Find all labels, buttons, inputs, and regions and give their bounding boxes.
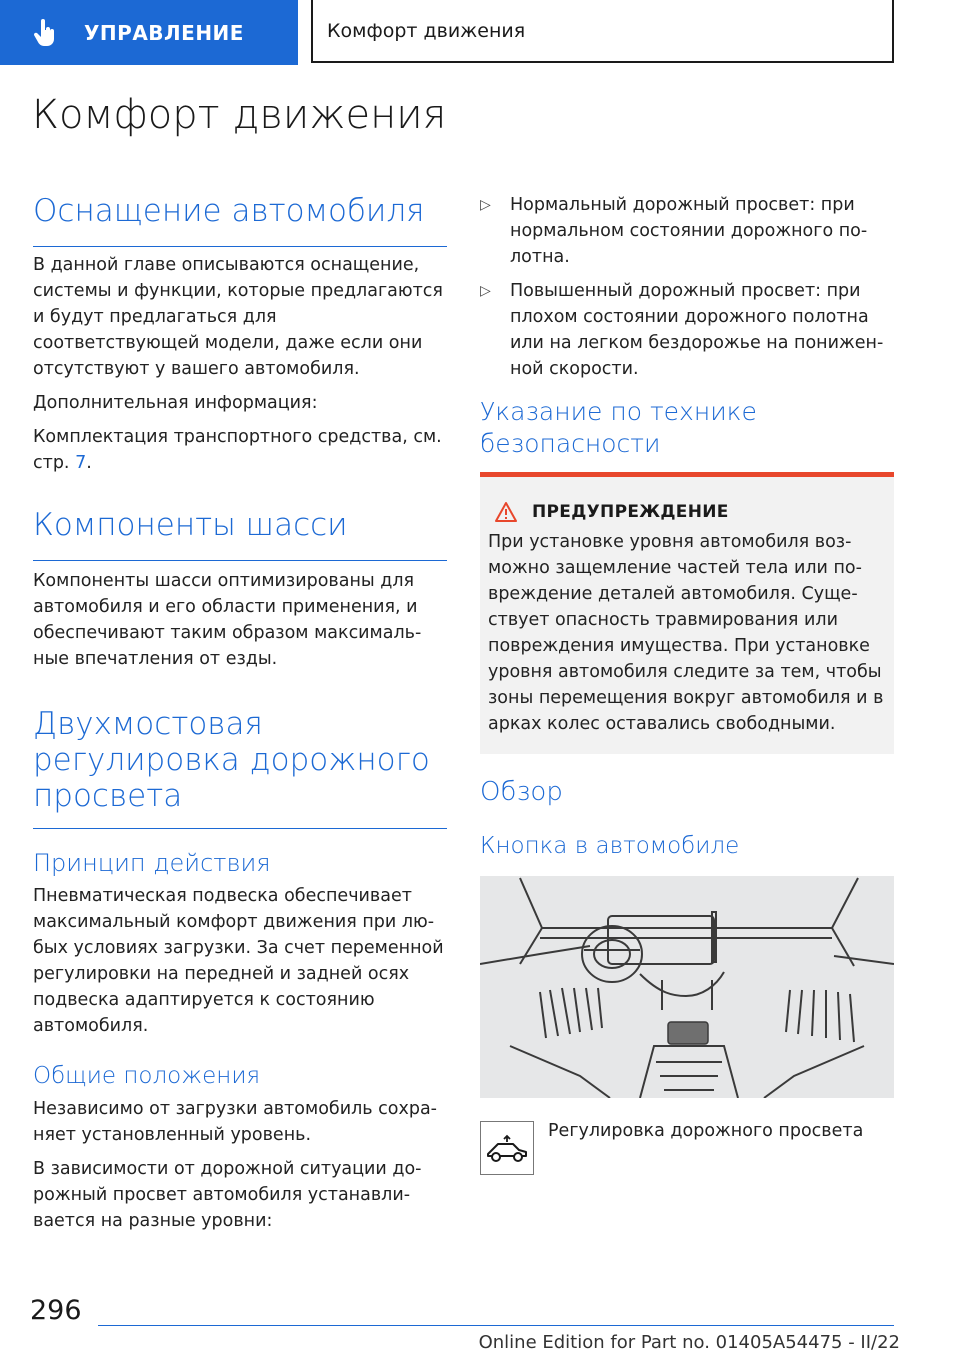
- equipment-body: [33, 252, 447, 476]
- chapter-label: Комфорт движения: [327, 19, 526, 42]
- page-title: Комфорт движения: [32, 92, 447, 138]
- chapter-label-box: [311, 0, 894, 63]
- equipment-p2: Дополнительная информация:: [33, 393, 318, 413]
- page-number: 296: [30, 1295, 82, 1326]
- list-item-text: Нормальный дорожный просвет: при нормальном состоянии дорожного полотна.: [510, 195, 868, 267]
- chassis-section: [33, 506, 447, 561]
- leveling-heading: Двухмостовая регулировка дорожного просвета: [33, 706, 447, 829]
- warning-text: При установке уровня автомобиля возможно защемление частей тела или повреждение деталей автомобиля. Существует опасность травмирования или повреждения имущества. При установке уровня автомобиля следите за тем, чтобы зоны перемещения вокруг автомобиля и в арках колес оставались свободными.: [488, 532, 884, 734]
- principle-heading: Принцип действия: [33, 849, 271, 877]
- leveling-section: [33, 706, 447, 829]
- general-p2: В зависимости от дорожной ситуации дорожный просвет автомобиля устанавливается на разные уровни:: [33, 1158, 422, 1231]
- equipment-p3-text: Комплектация транспортного средства, см. стр.: [33, 427, 442, 473]
- section-tab: [0, 0, 298, 65]
- pointing-hand-icon: [30, 18, 60, 48]
- section-label: УПРАВЛЕНИЕ: [84, 20, 244, 45]
- principle-section: [33, 848, 447, 1039]
- ride-height-button-icon: [480, 1121, 534, 1175]
- button-label-block: [548, 1118, 894, 1144]
- list-item: [480, 278, 894, 382]
- button-label: Регулировка дорожного просвета: [548, 1121, 864, 1141]
- equipment-heading: Оснащение автомобиля: [33, 192, 447, 247]
- equipment-section: [33, 192, 447, 247]
- general-section: [33, 1062, 447, 1234]
- chassis-body: [33, 568, 447, 672]
- safety-heading: Указание по технике безопасности: [480, 397, 757, 458]
- ride-height-car-icon: [485, 1132, 529, 1164]
- general-heading: Общие положения: [33, 1063, 261, 1089]
- bullet-marker: ▷: [480, 283, 491, 299]
- levels-list: [480, 192, 894, 390]
- warning-title: ПРЕДУПРЕЖДЕНИЕ: [532, 502, 729, 522]
- equipment-p3-end: .: [86, 453, 92, 473]
- footer-divider: [98, 1325, 894, 1326]
- chassis-heading: Компоненты шасси: [33, 506, 447, 561]
- button-heading: Кнопка в автомобиле: [480, 833, 740, 859]
- general-p1: Независимо от загрузки автомобиль сохраняет установленный уровень.: [33, 1098, 437, 1145]
- principle-p: Пневматическая подвеска обеспечивает максимальный комфорт движения при любых условиях загрузки. За счет переменной регулировки на передней и задней осях подвеска адаптируется к состоянию автомобиля.: [33, 886, 444, 1037]
- warning-box: [480, 472, 894, 754]
- overview-heading: Обзор: [480, 777, 563, 807]
- equipment-p3: [33, 424, 447, 476]
- car-interior-illustration: [480, 876, 894, 1098]
- button-section: [480, 832, 894, 862]
- safety-section: [480, 396, 894, 460]
- chassis-p1: Компоненты шасси оптимизированы для автомобиля и его области применения, и обеспечивают таким образом максимальные впечатления от езды.: [33, 571, 422, 669]
- equipment-p1: В данной главе описываются оснащение, системы и функции, которые предлагаются и будут предлагаться для соответствующей модели, даже если они отсутствуют у вашего автомобиля.: [33, 255, 443, 379]
- bullet-marker: ▷: [480, 197, 491, 213]
- overview-section: [480, 776, 894, 810]
- footer-edition: Online Edition for Part no. 01405A54475 - II/22: [478, 1332, 900, 1353]
- warning-triangle-icon: [494, 501, 518, 523]
- page-ref-link[interactable]: 7: [75, 453, 87, 473]
- list-item-text: Повышенный дорожный просвет: при плохом состоянии дорожного полотна или на легком бездорожье на пониженной скорости.: [510, 281, 884, 379]
- list-item: [480, 192, 894, 270]
